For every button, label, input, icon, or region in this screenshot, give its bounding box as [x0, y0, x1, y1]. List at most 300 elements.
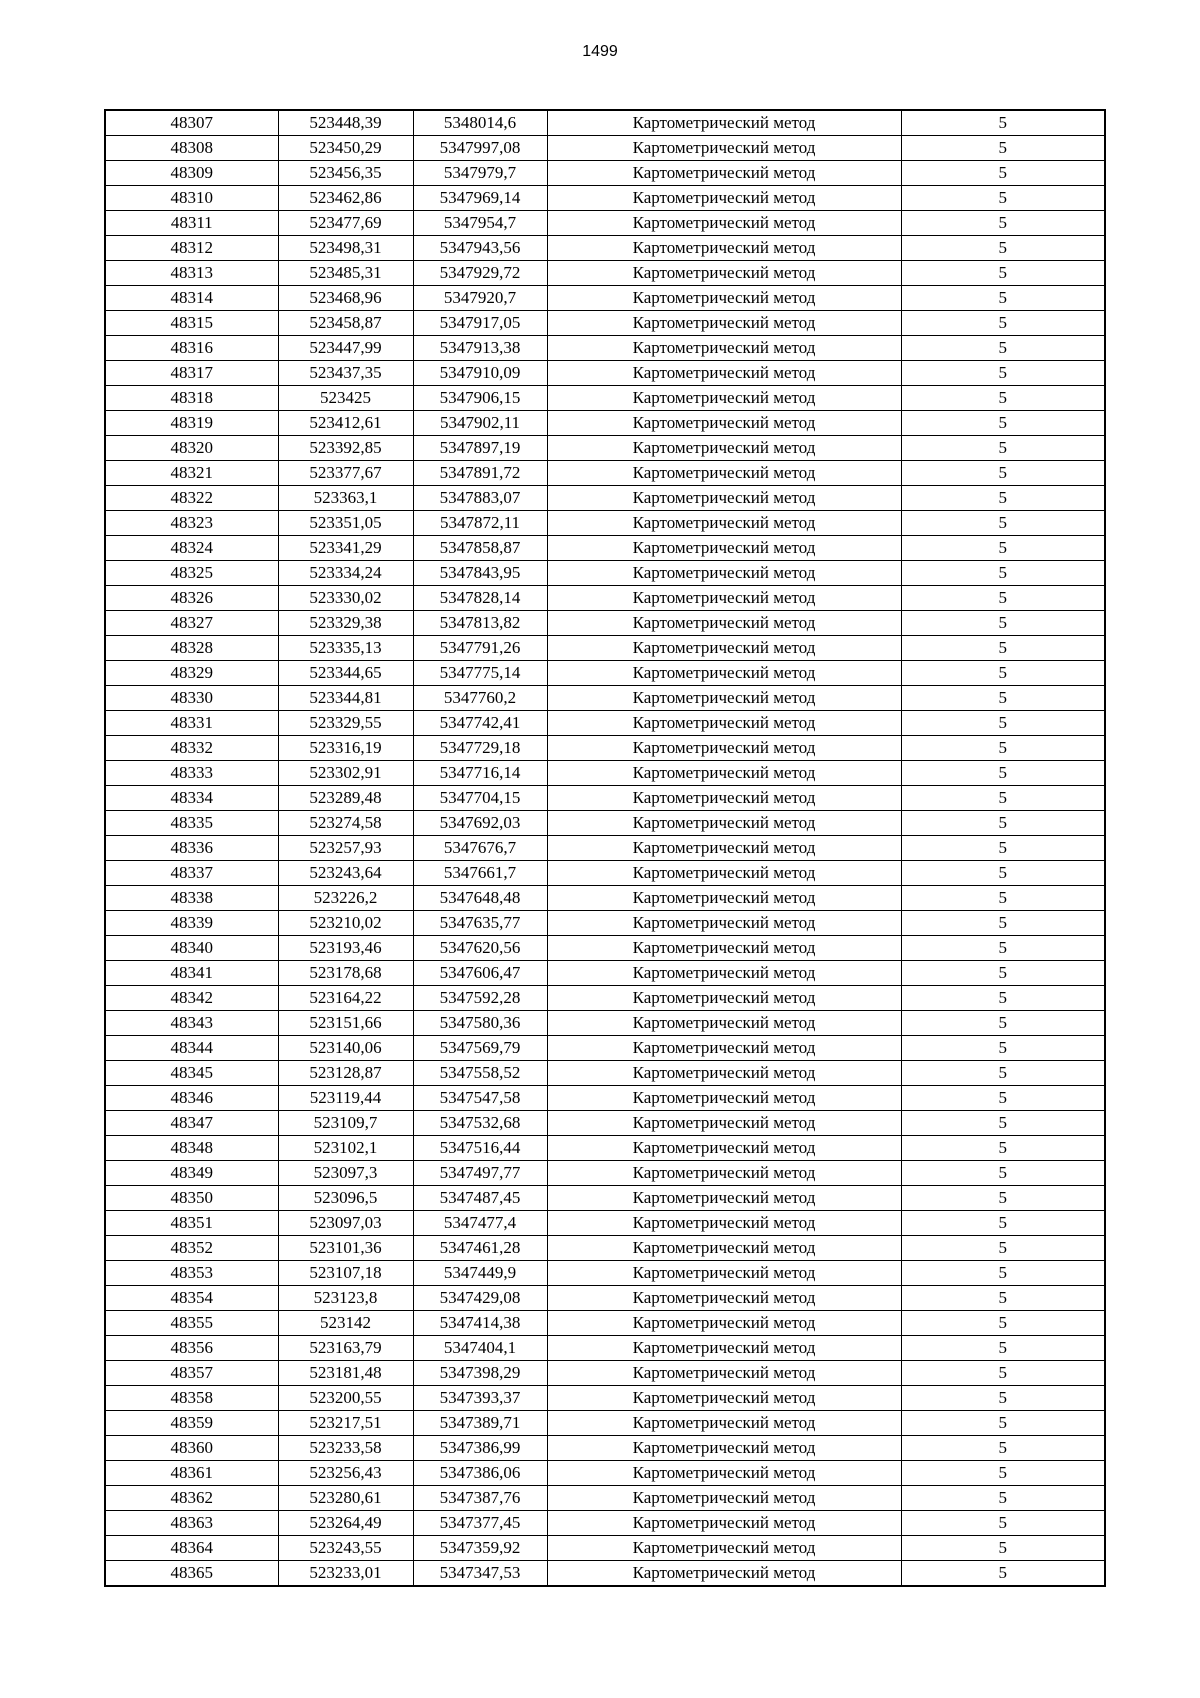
y-coordinate-cell: 5347414,38 — [413, 1311, 547, 1336]
y-coordinate-cell: 5347716,14 — [413, 761, 547, 786]
point-number-cell: 48332 — [105, 736, 278, 761]
table-row — [105, 1161, 1105, 1186]
accuracy-cell: 5 — [901, 1136, 1105, 1161]
y-coordinate-cell: 5347954,7 — [413, 211, 547, 236]
x-coordinate-cell: 523456,35 — [278, 161, 413, 186]
y-coordinate-cell: 5347997,08 — [413, 136, 547, 161]
x-coordinate-cell: 523178,68 — [278, 961, 413, 986]
method-cell: Картометрический метод — [547, 110, 901, 136]
accuracy-cell: 5 — [901, 361, 1105, 386]
y-coordinate-cell: 5347429,08 — [413, 1286, 547, 1311]
x-coordinate-cell: 523109,7 — [278, 1111, 413, 1136]
point-number-cell: 48343 — [105, 1011, 278, 1036]
method-cell: Картометрический метод — [547, 636, 901, 661]
accuracy-cell: 5 — [901, 711, 1105, 736]
y-coordinate-cell: 5347872,11 — [413, 511, 547, 536]
x-coordinate-cell: 523163,79 — [278, 1336, 413, 1361]
point-number-cell: 48334 — [105, 786, 278, 811]
y-coordinate-cell: 5347569,79 — [413, 1036, 547, 1061]
accuracy-cell: 5 — [901, 236, 1105, 261]
point-number-cell: 48323 — [105, 511, 278, 536]
method-cell: Картометрический метод — [547, 161, 901, 186]
point-number-cell: 48315 — [105, 311, 278, 336]
accuracy-cell: 5 — [901, 1561, 1105, 1587]
table-row — [105, 511, 1105, 536]
table-row — [105, 186, 1105, 211]
accuracy-cell: 5 — [901, 1086, 1105, 1111]
point-number-cell: 48316 — [105, 336, 278, 361]
accuracy-cell: 5 — [901, 211, 1105, 236]
y-coordinate-cell: 5347532,68 — [413, 1111, 547, 1136]
method-cell: Картометрический метод — [547, 336, 901, 361]
x-coordinate-cell: 523330,02 — [278, 586, 413, 611]
x-coordinate-cell: 523447,99 — [278, 336, 413, 361]
point-number-cell: 48330 — [105, 686, 278, 711]
y-coordinate-cell: 5347775,14 — [413, 661, 547, 686]
y-coordinate-cell: 5347580,36 — [413, 1011, 547, 1036]
method-cell: Картометрический метод — [547, 236, 901, 261]
y-coordinate-cell: 5347359,92 — [413, 1536, 547, 1561]
y-coordinate-cell: 5347393,37 — [413, 1386, 547, 1411]
x-coordinate-cell: 523351,05 — [278, 511, 413, 536]
method-cell: Картометрический метод — [547, 811, 901, 836]
table-row — [105, 686, 1105, 711]
table-row — [105, 236, 1105, 261]
accuracy-cell: 5 — [901, 1336, 1105, 1361]
accuracy-cell: 5 — [901, 486, 1105, 511]
table-row — [105, 661, 1105, 686]
table-row — [105, 1436, 1105, 1461]
method-cell: Картометрический метод — [547, 186, 901, 211]
accuracy-cell: 5 — [901, 536, 1105, 561]
y-coordinate-cell: 5347742,41 — [413, 711, 547, 736]
x-coordinate-cell: 523329,38 — [278, 611, 413, 636]
point-number-cell: 48348 — [105, 1136, 278, 1161]
y-coordinate-cell: 5347906,15 — [413, 386, 547, 411]
point-number-cell: 48312 — [105, 236, 278, 261]
y-coordinate-cell: 5347791,26 — [413, 636, 547, 661]
point-number-cell: 48313 — [105, 261, 278, 286]
x-coordinate-cell: 523329,55 — [278, 711, 413, 736]
point-number-cell: 48329 — [105, 661, 278, 686]
point-number-cell: 48319 — [105, 411, 278, 436]
method-cell: Картометрический метод — [547, 1511, 901, 1536]
y-coordinate-cell: 5347592,28 — [413, 986, 547, 1011]
method-cell: Картометрический метод — [547, 1386, 901, 1411]
method-cell: Картометрический метод — [547, 786, 901, 811]
x-coordinate-cell: 523392,85 — [278, 436, 413, 461]
y-coordinate-cell: 5347547,58 — [413, 1086, 547, 1111]
method-cell: Картометрический метод — [547, 1036, 901, 1061]
method-cell: Картометрический метод — [547, 411, 901, 436]
table-row — [105, 1361, 1105, 1386]
accuracy-cell: 5 — [901, 411, 1105, 436]
point-number-cell: 48354 — [105, 1286, 278, 1311]
table-row — [105, 986, 1105, 1011]
table-row — [105, 886, 1105, 911]
method-cell: Картометрический метод — [547, 661, 901, 686]
table-row — [105, 1411, 1105, 1436]
accuracy-cell: 5 — [901, 1511, 1105, 1536]
table-row — [105, 1136, 1105, 1161]
method-cell: Картометрический метод — [547, 1311, 901, 1336]
y-coordinate-cell: 5347386,06 — [413, 1461, 547, 1486]
method-cell: Картометрический метод — [547, 561, 901, 586]
y-coordinate-cell: 5347387,76 — [413, 1486, 547, 1511]
point-number-cell: 48352 — [105, 1236, 278, 1261]
table-row — [105, 1336, 1105, 1361]
x-coordinate-cell: 523264,49 — [278, 1511, 413, 1536]
method-cell: Картометрический метод — [547, 611, 901, 636]
method-cell: Картометрический метод — [547, 436, 901, 461]
table-row — [105, 1286, 1105, 1311]
point-number-cell: 48338 — [105, 886, 278, 911]
table-row — [105, 736, 1105, 761]
table-row — [105, 636, 1105, 661]
point-number-cell: 48362 — [105, 1486, 278, 1511]
point-number-cell: 48349 — [105, 1161, 278, 1186]
x-coordinate-cell: 523243,64 — [278, 861, 413, 886]
table-row — [105, 786, 1105, 811]
x-coordinate-cell: 523468,96 — [278, 286, 413, 311]
point-number-cell: 48311 — [105, 211, 278, 236]
x-coordinate-cell: 523151,66 — [278, 1011, 413, 1036]
point-number-cell: 48350 — [105, 1186, 278, 1211]
x-coordinate-cell: 523458,87 — [278, 311, 413, 336]
point-number-cell: 48326 — [105, 586, 278, 611]
table-row — [105, 1211, 1105, 1236]
method-cell: Картометрический метод — [547, 1361, 901, 1386]
table-row — [105, 1061, 1105, 1086]
x-coordinate-cell: 523217,51 — [278, 1411, 413, 1436]
point-number-cell: 48340 — [105, 936, 278, 961]
method-cell: Картометрический метод — [547, 1436, 901, 1461]
table-row — [105, 336, 1105, 361]
accuracy-cell: 5 — [901, 836, 1105, 861]
x-coordinate-cell: 523128,87 — [278, 1061, 413, 1086]
table-row — [105, 961, 1105, 986]
point-number-cell: 48355 — [105, 1311, 278, 1336]
y-coordinate-cell: 5347386,99 — [413, 1436, 547, 1461]
point-number-cell: 48327 — [105, 611, 278, 636]
accuracy-cell: 5 — [901, 911, 1105, 936]
table-row — [105, 1386, 1105, 1411]
y-coordinate-cell: 5347449,9 — [413, 1261, 547, 1286]
method-cell: Картометрический метод — [547, 1086, 901, 1111]
point-number-cell: 48337 — [105, 861, 278, 886]
point-number-cell: 48364 — [105, 1536, 278, 1561]
method-cell: Картометрический метод — [547, 986, 901, 1011]
y-coordinate-cell: 5347917,05 — [413, 311, 547, 336]
table-row — [105, 361, 1105, 386]
accuracy-cell: 5 — [901, 786, 1105, 811]
method-cell: Картометрический метод — [547, 736, 901, 761]
point-number-cell: 48310 — [105, 186, 278, 211]
accuracy-cell: 5 — [901, 661, 1105, 686]
point-number-cell: 48322 — [105, 486, 278, 511]
accuracy-cell: 5 — [901, 1411, 1105, 1436]
method-cell: Картометрический метод — [547, 286, 901, 311]
y-coordinate-cell: 5347389,71 — [413, 1411, 547, 1436]
x-coordinate-cell: 523102,1 — [278, 1136, 413, 1161]
accuracy-cell: 5 — [901, 586, 1105, 611]
accuracy-cell: 5 — [901, 1486, 1105, 1511]
point-number-cell: 48359 — [105, 1411, 278, 1436]
table-row — [105, 161, 1105, 186]
accuracy-cell: 5 — [901, 961, 1105, 986]
x-coordinate-cell: 523485,31 — [278, 261, 413, 286]
table-row — [105, 261, 1105, 286]
x-coordinate-cell: 523200,55 — [278, 1386, 413, 1411]
method-cell: Картометрический метод — [547, 1211, 901, 1236]
method-cell: Картометрический метод — [547, 486, 901, 511]
method-cell: Картометрический метод — [547, 1061, 901, 1086]
y-coordinate-cell: 5347883,07 — [413, 486, 547, 511]
x-coordinate-cell: 523334,24 — [278, 561, 413, 586]
y-coordinate-cell: 5347969,14 — [413, 186, 547, 211]
method-cell: Картометрический метод — [547, 386, 901, 411]
point-number-cell: 48333 — [105, 761, 278, 786]
accuracy-cell: 5 — [901, 161, 1105, 186]
accuracy-cell: 5 — [901, 886, 1105, 911]
method-cell: Картометрический метод — [547, 911, 901, 936]
point-number-cell: 48324 — [105, 536, 278, 561]
y-coordinate-cell: 5347979,7 — [413, 161, 547, 186]
point-number-cell: 48328 — [105, 636, 278, 661]
method-cell: Картометрический метод — [547, 1161, 901, 1186]
table-row — [105, 1011, 1105, 1036]
accuracy-cell: 5 — [901, 686, 1105, 711]
accuracy-cell: 5 — [901, 1461, 1105, 1486]
table-row — [105, 311, 1105, 336]
x-coordinate-cell: 523344,65 — [278, 661, 413, 686]
accuracy-cell: 5 — [901, 561, 1105, 586]
accuracy-cell: 5 — [901, 336, 1105, 361]
table-row — [105, 761, 1105, 786]
x-coordinate-cell: 523256,43 — [278, 1461, 413, 1486]
accuracy-cell: 5 — [901, 1186, 1105, 1211]
x-coordinate-cell: 523119,44 — [278, 1086, 413, 1111]
x-coordinate-cell: 523280,61 — [278, 1486, 413, 1511]
y-coordinate-cell: 5347760,2 — [413, 686, 547, 711]
accuracy-cell: 5 — [901, 186, 1105, 211]
accuracy-cell: 5 — [901, 1236, 1105, 1261]
method-cell: Картометрический метод — [547, 1236, 901, 1261]
x-coordinate-cell: 523140,06 — [278, 1036, 413, 1061]
x-coordinate-cell: 523363,1 — [278, 486, 413, 511]
accuracy-cell: 5 — [901, 1211, 1105, 1236]
method-cell: Картометрический метод — [547, 1011, 901, 1036]
y-coordinate-cell: 5347813,82 — [413, 611, 547, 636]
table-row — [105, 936, 1105, 961]
table-row — [105, 1236, 1105, 1261]
x-coordinate-cell: 523123,8 — [278, 1286, 413, 1311]
x-coordinate-cell: 523425 — [278, 386, 413, 411]
table-row — [105, 436, 1105, 461]
page-number: 1499 — [582, 43, 618, 60]
accuracy-cell: 5 — [901, 861, 1105, 886]
table-row — [105, 461, 1105, 486]
x-coordinate-cell: 523097,3 — [278, 1161, 413, 1186]
point-number-cell: 48361 — [105, 1461, 278, 1486]
method-cell: Картометрический метод — [547, 886, 901, 911]
point-number-cell: 48365 — [105, 1561, 278, 1587]
y-coordinate-cell: 5347913,38 — [413, 336, 547, 361]
y-coordinate-cell: 5347558,52 — [413, 1061, 547, 1086]
accuracy-cell: 5 — [901, 1111, 1105, 1136]
point-number-cell: 48317 — [105, 361, 278, 386]
y-coordinate-cell: 5347661,7 — [413, 861, 547, 886]
table-row — [105, 1486, 1105, 1511]
accuracy-cell: 5 — [901, 636, 1105, 661]
table-row — [105, 1036, 1105, 1061]
point-number-cell: 48345 — [105, 1061, 278, 1086]
x-coordinate-cell: 523462,86 — [278, 186, 413, 211]
x-coordinate-cell: 523477,69 — [278, 211, 413, 236]
coordinates-table — [104, 109, 1106, 1587]
y-coordinate-cell: 5347404,1 — [413, 1336, 547, 1361]
x-coordinate-cell: 523498,31 — [278, 236, 413, 261]
table-row — [105, 136, 1105, 161]
accuracy-cell: 5 — [901, 1361, 1105, 1386]
method-cell: Картометрический метод — [547, 686, 901, 711]
x-coordinate-cell: 523193,46 — [278, 936, 413, 961]
table-row — [105, 836, 1105, 861]
method-cell: Картометрический метод — [547, 361, 901, 386]
accuracy-cell: 5 — [901, 311, 1105, 336]
table-row — [105, 1086, 1105, 1111]
y-coordinate-cell: 5347891,72 — [413, 461, 547, 486]
x-coordinate-cell: 523142 — [278, 1311, 413, 1336]
y-coordinate-cell: 5347620,56 — [413, 936, 547, 961]
method-cell: Картометрический метод — [547, 1411, 901, 1436]
method-cell: Картометрический метод — [547, 761, 901, 786]
table-body — [105, 110, 1105, 1586]
x-coordinate-cell: 523096,5 — [278, 1186, 413, 1211]
x-coordinate-cell: 523437,35 — [278, 361, 413, 386]
point-number-cell: 48342 — [105, 986, 278, 1011]
table-row — [105, 386, 1105, 411]
x-coordinate-cell: 523257,93 — [278, 836, 413, 861]
point-number-cell: 48314 — [105, 286, 278, 311]
accuracy-cell: 5 — [901, 511, 1105, 536]
y-coordinate-cell: 5347920,7 — [413, 286, 547, 311]
point-number-cell: 48331 — [105, 711, 278, 736]
accuracy-cell: 5 — [901, 1261, 1105, 1286]
point-number-cell: 48341 — [105, 961, 278, 986]
method-cell: Картометрический метод — [547, 861, 901, 886]
table-row — [105, 1561, 1105, 1587]
accuracy-cell: 5 — [901, 1386, 1105, 1411]
accuracy-cell: 5 — [901, 936, 1105, 961]
point-number-cell: 48320 — [105, 436, 278, 461]
accuracy-cell: 5 — [901, 1011, 1105, 1036]
method-cell: Картометрический метод — [547, 586, 901, 611]
point-number-cell: 48325 — [105, 561, 278, 586]
table-row — [105, 586, 1105, 611]
method-cell: Картометрический метод — [547, 936, 901, 961]
method-cell: Картометрический метод — [547, 211, 901, 236]
method-cell: Картометрический метод — [547, 1261, 901, 1286]
x-coordinate-cell: 523101,36 — [278, 1236, 413, 1261]
y-coordinate-cell: 5347897,19 — [413, 436, 547, 461]
table-row — [105, 811, 1105, 836]
method-cell: Картометрический метод — [547, 961, 901, 986]
point-number-cell: 48309 — [105, 161, 278, 186]
accuracy-cell: 5 — [901, 811, 1105, 836]
table-row — [105, 286, 1105, 311]
y-coordinate-cell: 5347516,44 — [413, 1136, 547, 1161]
accuracy-cell: 5 — [901, 1061, 1105, 1086]
accuracy-cell: 5 — [901, 736, 1105, 761]
y-coordinate-cell: 5347729,18 — [413, 736, 547, 761]
method-cell: Картометрический метод — [547, 1111, 901, 1136]
x-coordinate-cell: 523341,29 — [278, 536, 413, 561]
x-coordinate-cell: 523243,55 — [278, 1536, 413, 1561]
x-coordinate-cell: 523226,2 — [278, 886, 413, 911]
x-coordinate-cell: 523181,48 — [278, 1361, 413, 1386]
table-row — [105, 536, 1105, 561]
accuracy-cell: 5 — [901, 436, 1105, 461]
x-coordinate-cell: 523097,03 — [278, 1211, 413, 1236]
y-coordinate-cell: 5347929,72 — [413, 261, 547, 286]
point-number-cell: 48358 — [105, 1386, 278, 1411]
y-coordinate-cell: 5347843,95 — [413, 561, 547, 586]
x-coordinate-cell: 523316,19 — [278, 736, 413, 761]
y-coordinate-cell: 5347497,77 — [413, 1161, 547, 1186]
point-number-cell: 48356 — [105, 1336, 278, 1361]
accuracy-cell: 5 — [901, 1436, 1105, 1461]
method-cell: Картометрический метод — [547, 1536, 901, 1561]
point-number-cell: 48347 — [105, 1111, 278, 1136]
y-coordinate-cell: 5347477,4 — [413, 1211, 547, 1236]
accuracy-cell: 5 — [901, 986, 1105, 1011]
accuracy-cell: 5 — [901, 386, 1105, 411]
x-coordinate-cell: 523412,61 — [278, 411, 413, 436]
y-coordinate-cell: 5347676,7 — [413, 836, 547, 861]
accuracy-cell: 5 — [901, 110, 1105, 136]
table-row — [105, 211, 1105, 236]
accuracy-cell: 5 — [901, 136, 1105, 161]
accuracy-cell: 5 — [901, 461, 1105, 486]
accuracy-cell: 5 — [901, 261, 1105, 286]
point-number-cell: 48318 — [105, 386, 278, 411]
x-coordinate-cell: 523210,02 — [278, 911, 413, 936]
point-number-cell: 48336 — [105, 836, 278, 861]
table-row — [105, 1536, 1105, 1561]
table-row — [105, 1311, 1105, 1336]
point-number-cell: 48339 — [105, 911, 278, 936]
accuracy-cell: 5 — [901, 286, 1105, 311]
point-number-cell: 48357 — [105, 1361, 278, 1386]
method-cell: Картометрический метод — [547, 1186, 901, 1211]
method-cell: Картометрический метод — [547, 1561, 901, 1587]
accuracy-cell: 5 — [901, 761, 1105, 786]
point-number-cell: 48363 — [105, 1511, 278, 1536]
y-coordinate-cell: 5347347,53 — [413, 1561, 547, 1587]
y-coordinate-cell: 5347635,77 — [413, 911, 547, 936]
x-coordinate-cell: 523233,01 — [278, 1561, 413, 1587]
y-coordinate-cell: 5347377,45 — [413, 1511, 547, 1536]
x-coordinate-cell: 523289,48 — [278, 786, 413, 811]
accuracy-cell: 5 — [901, 1536, 1105, 1561]
method-cell: Картометрический метод — [547, 1286, 901, 1311]
y-coordinate-cell: 5347704,15 — [413, 786, 547, 811]
x-coordinate-cell: 523335,13 — [278, 636, 413, 661]
table-row — [105, 1511, 1105, 1536]
method-cell: Картометрический метод — [547, 1136, 901, 1161]
method-cell: Картометрический метод — [547, 1336, 901, 1361]
